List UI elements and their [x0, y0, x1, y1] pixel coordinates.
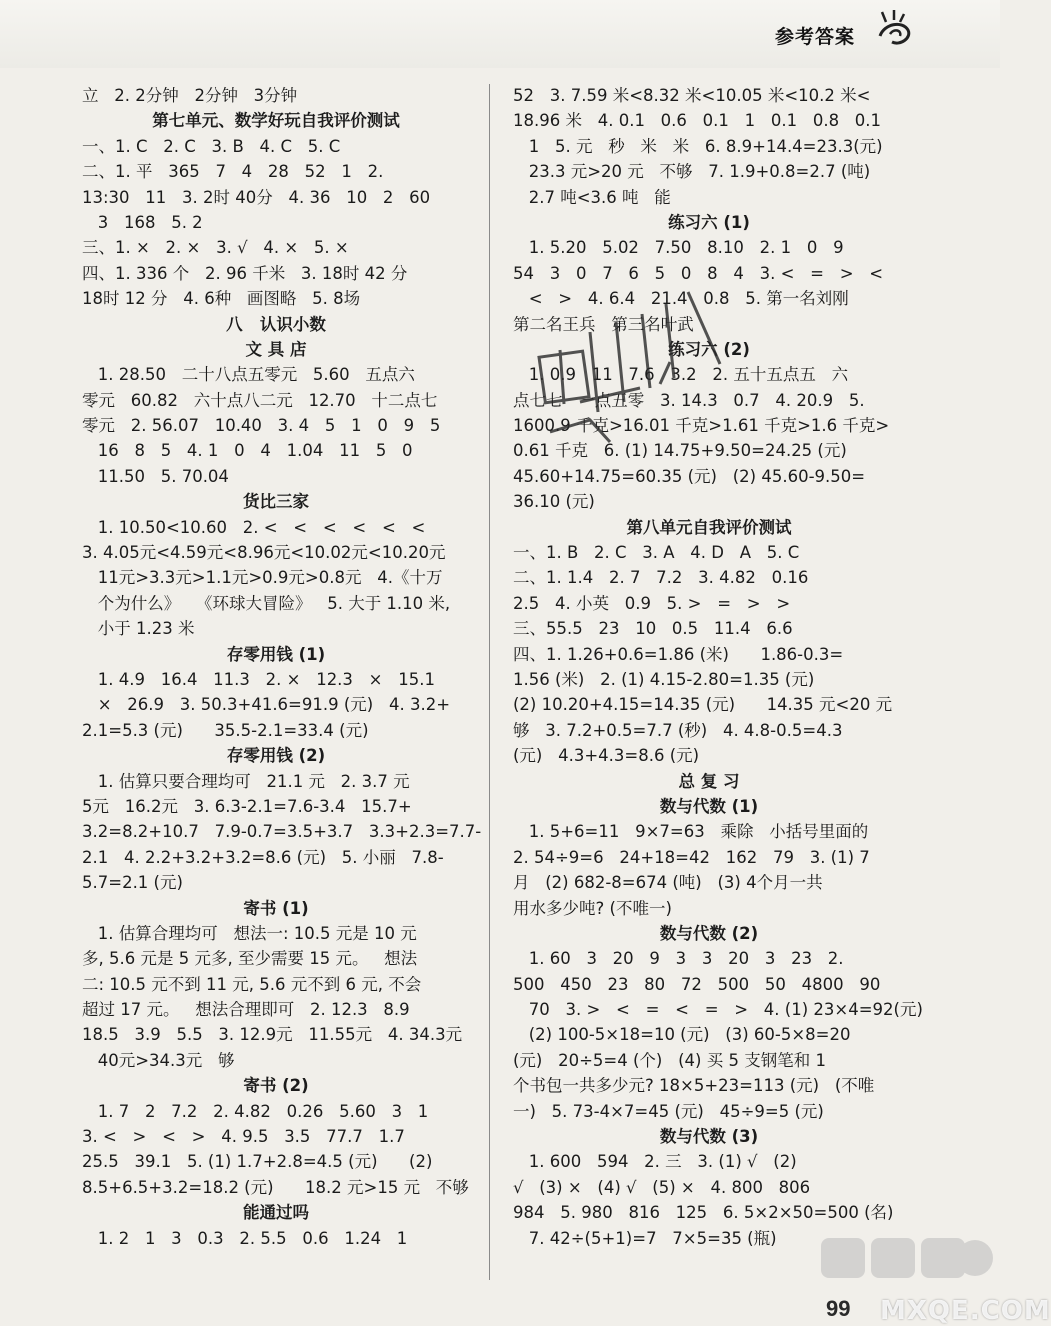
answer-line: 个为什么》 《环球大冒险》 5. 大于 1.10 米, — [82, 593, 451, 613]
answer-line: 2.1 4. 2.2+3.2+3.2=8.6 (元) 5. 小丽 7.8- — [82, 847, 444, 867]
answer-line: 70 3. > < = < = > 4. (1) 23×4=92(元) — [513, 1000, 923, 1020]
answer-line: 二、1. 1.4 2. 7 7.2 3. 4.82 0.16 — [513, 568, 809, 588]
answer-line: 1. 2 1 3 0.3 2. 5.5 0.6 1.24 1 — [82, 1228, 408, 1248]
section-heading: 寄书 (1) — [243, 898, 309, 918]
answer-line: √ (3) × (4) √ (5) × 4. 800 806 — [513, 1177, 811, 1197]
answer-line: 2.7 吨<3.6 吨 能 — [513, 187, 671, 207]
answer-line: 二: 10.5 元不到 11 元, 5.6 元不到 6 元, 不会 — [82, 974, 422, 994]
section-heading: 第八单元自我评价测试 — [626, 517, 792, 537]
section-heading: 数与代数 (1) — [659, 796, 759, 816]
answer-line: 25.5 39.1 5. (1) 1.7+2.8=4.5 (元) (2) — [82, 1152, 433, 1172]
answer-column-left — [82, 83, 482, 1251]
answer-line: 0.61 千克 6. (1) 14.75+9.50=24.25 (元) — [513, 441, 847, 461]
section-heading: 存零用钱 (1) — [226, 644, 326, 664]
answer-line: (元) 4.3+4.3=8.6 (元) — [513, 746, 700, 766]
section-heading: 八 认识小数 — [226, 314, 326, 334]
answer-line: 40元>34.3元 够 — [82, 1050, 235, 1070]
answer-line: 二、1. 平 365 7 4 28 52 1 2. — [82, 162, 384, 182]
section-heading: 数与代数 (2) — [659, 923, 759, 943]
answer-line: 3. < > < > 4. 9.5 3.5 77.7 1.7 — [82, 1127, 405, 1147]
answer-column-right — [513, 83, 923, 1251]
section-heading: 能通过吗 — [243, 1203, 309, 1223]
section-heading: 数与代数 (3) — [659, 1127, 759, 1147]
answer-line: 1. 60 3 20 9 3 3 20 3 23 2. — [513, 949, 844, 969]
answer-line: 零元 2. 56.07 10.40 3. 4 5 1 0 9 5 — [82, 416, 441, 436]
answer-line: 月 (2) 682-8=674 (吨) (3) 4个月一共 — [513, 873, 823, 893]
answer-line: 500 450 23 80 72 500 50 4800 90 — [513, 974, 881, 994]
answer-line: 984 5. 980 816 125 6. 5×2×50=500 (名) — [513, 1203, 894, 1223]
answer-line: 3 168 5. 2 — [82, 212, 203, 232]
answer-line: (2) 10.20+4.15=14.35 (元) 14.35 元<20 元 — [513, 695, 893, 715]
header-decoration-icon — [872, 6, 920, 54]
answer-line: 四、1. 1.26+0.6=1.86 (米) 1.86-0.3= — [513, 644, 844, 664]
page-header-title: 参考答案 — [775, 26, 856, 48]
answer-line: 1600.9 千克>16.01 千克>1.61 千克>1.6 千克> — [513, 416, 890, 436]
answer-line: × 26.9 3. 50.3+41.6=91.9 (元) 4. 3.2+ — [82, 695, 451, 715]
answer-line: 四、1. 336 个 2. 96 千米 3. 18时 42 分 — [82, 263, 408, 283]
answer-line: 13:30 11 3. 2时 40分 4. 36 10 2 60 — [82, 187, 431, 207]
answer-line: 2. 54÷9=6 24+18=42 162 79 3. (1) 7 — [513, 847, 870, 867]
answer-line: 1. 估算只要合理均可 21.1 元 2. 3.7 元 — [82, 771, 410, 791]
answer-line: 1. 28.50 二十八点五零元 5.60 五点六 — [82, 365, 415, 385]
answer-line: 3.2=8.2+10.7 7.9-0.7=3.5+3.7 3.3+2.3=7.7- — [82, 822, 482, 842]
page-number: 99 — [826, 1296, 851, 1321]
answer-line: 第二名王兵 第三名叶武 — [513, 314, 694, 334]
answer-line: 18.5 3.9 5.5 3. 12.9元 11.55元 4. 34.3元 — [82, 1025, 463, 1045]
section-heading: 文 具 店 — [245, 339, 307, 359]
answer-line: 52 3. 7.59 米<8.32 米<10.05 米<10.2 米< — [513, 86, 871, 105]
section-heading: 寄书 (2) — [243, 1076, 309, 1096]
answer-line: 1. 600 594 2. 三 3. (1) √ (2) — [513, 1152, 797, 1172]
answer-line: 1. 10.50<10.60 2. < < < < < < — [82, 517, 426, 537]
answer-line: 7. 42÷(5+1)=7 7×5=35 (瓶) — [513, 1228, 777, 1248]
answer-line: 一) 5. 73-4×7=45 (元) 45÷9=5 (元) — [513, 1101, 824, 1121]
answer-line: 11.50 5. 70.04 — [82, 466, 229, 486]
answer-line: 1.56 (米) 2. (1) 4.15-2.80=1.35 (元) — [513, 669, 815, 689]
answer-line: 个书包一共多少元? 18×5+23=113 (元) (不唯 — [513, 1076, 875, 1096]
section-heading: 第七单元、数学好玩自我评价测试 — [152, 111, 400, 131]
answer-line: 1. 估算合理均可 想法一: 10.5 元是 10 元 — [82, 923, 417, 943]
answer-line: 1. 5+6=11 9×7=63 乘除 小括号里面的 — [513, 822, 869, 842]
column-divider — [489, 84, 490, 1280]
answer-line: < > 4. 6.4 21.4 0.8 5. 第一名刘刚 — [513, 289, 849, 309]
answer-line: 54 3 0 7 6 5 0 8 4 3. < = > < — [513, 263, 884, 283]
answer-line: 1. 0.9 11 7.6 3.2 2. 五十五点五 六 — [513, 365, 849, 385]
answer-line: (元) 20÷5=4 (个) (4) 买 5 支钢笔和 1 — [513, 1050, 826, 1070]
answer-line: 超过 17 元。 想法合理即可 2. 12.3 8.9 — [82, 1000, 410, 1020]
section-heading: 总 复 习 — [678, 771, 740, 791]
answer-line: 2.1=5.3 (元) 35.5-2.1=33.4 (元) — [82, 720, 369, 740]
answer-line: 一、1. B 2. C 3. A 4. D A 5. C — [513, 543, 800, 563]
answer-line: 16 8 5 4. 1 0 4 1.04 11 5 0 — [82, 441, 413, 461]
answer-line: 一、1. C 2. C 3. B 4. C 5. C — [82, 136, 341, 156]
answer-line: 立 2. 2分钟 2分钟 3分钟 — [82, 86, 298, 105]
answer-line: 小于 1.23 米 — [82, 619, 195, 639]
watermark-text: MXQE.COM — [880, 1296, 1051, 1326]
answer-line: 3. 4.05元<4.59元<8.96元<10.02元<10.20元 — [82, 543, 446, 563]
answer-line: 用水多少吨? (不唯一) — [513, 898, 672, 918]
answer-line: 点七七 一点五零 3. 14.3 0.7 4. 20.9 5. — [513, 390, 865, 410]
answer-line: 18时 12 分 4. 6种 画图略 5. 8场 — [82, 289, 361, 309]
answer-line: 1 5. 元 秒 米 米 6. 8.9+14.4=23.3(元) — [513, 136, 883, 156]
answer-line: 多, 5.6 元是 5 元多, 至少需要 15 元。 想法 — [82, 949, 418, 969]
answer-line: 11元>3.3元>1.1元>0.9元>0.8元 4.《十万 — [82, 568, 443, 588]
answer-line: 18.96 米 4. 0.1 0.6 0.1 1 0.1 0.8 0.1 — [513, 111, 882, 131]
answer-line: (2) 100-5×18=10 (元) (3) 60-5×8=20 — [513, 1025, 851, 1045]
answer-line: 1. 5.20 5.02 7.50 8.10 2. 1 0 9 — [513, 238, 844, 258]
section-heading: 存零用钱 (2) — [226, 746, 326, 766]
answer-line: 8.5+6.5+3.2=18.2 (元) 18.2 元>15 元 不够 — [82, 1177, 469, 1197]
answer-line: 三、55.5 23 10 0.5 11.4 6.6 — [513, 619, 793, 639]
answer-line: 1. 7 2 7.2 2. 4.82 0.26 5.60 3 1 — [82, 1101, 429, 1121]
answer-line: 三、1. × 2. × 3. √ 4. × 5. × — [82, 238, 349, 258]
answer-line: 够 3. 7.2+0.5=7.7 (秒) 4. 4.8-0.5=4.3 — [513, 720, 843, 740]
answer-line: 23.3 元>20 元 不够 7. 1.9+0.8=2.7 (吨) — [513, 162, 871, 182]
answer-line: 1. 4.9 16.4 11.3 2. × 12.3 × 15.1 — [82, 669, 435, 689]
answer-line: 36.10 (元) — [513, 492, 595, 512]
answer-line: 2.5 4. 小英 0.9 5. > = > > — [513, 593, 791, 613]
answer-line: 零元 60.82 六十点八二元 12.70 十二点七 — [82, 390, 438, 410]
section-heading: 练习六 (1) — [668, 212, 750, 232]
section-heading: 货比三家 — [243, 492, 309, 512]
answer-line: 5.7=2.1 (元) — [82, 873, 183, 893]
answer-line: 45.60+14.75=60.35 (元) (2) 45.60-9.50= — [513, 466, 866, 486]
answer-line: 5元 16.2元 3. 6.3-2.1=7.6-3.4 15.7+ — [82, 796, 412, 816]
section-heading: 练习六 (2) — [668, 339, 750, 359]
